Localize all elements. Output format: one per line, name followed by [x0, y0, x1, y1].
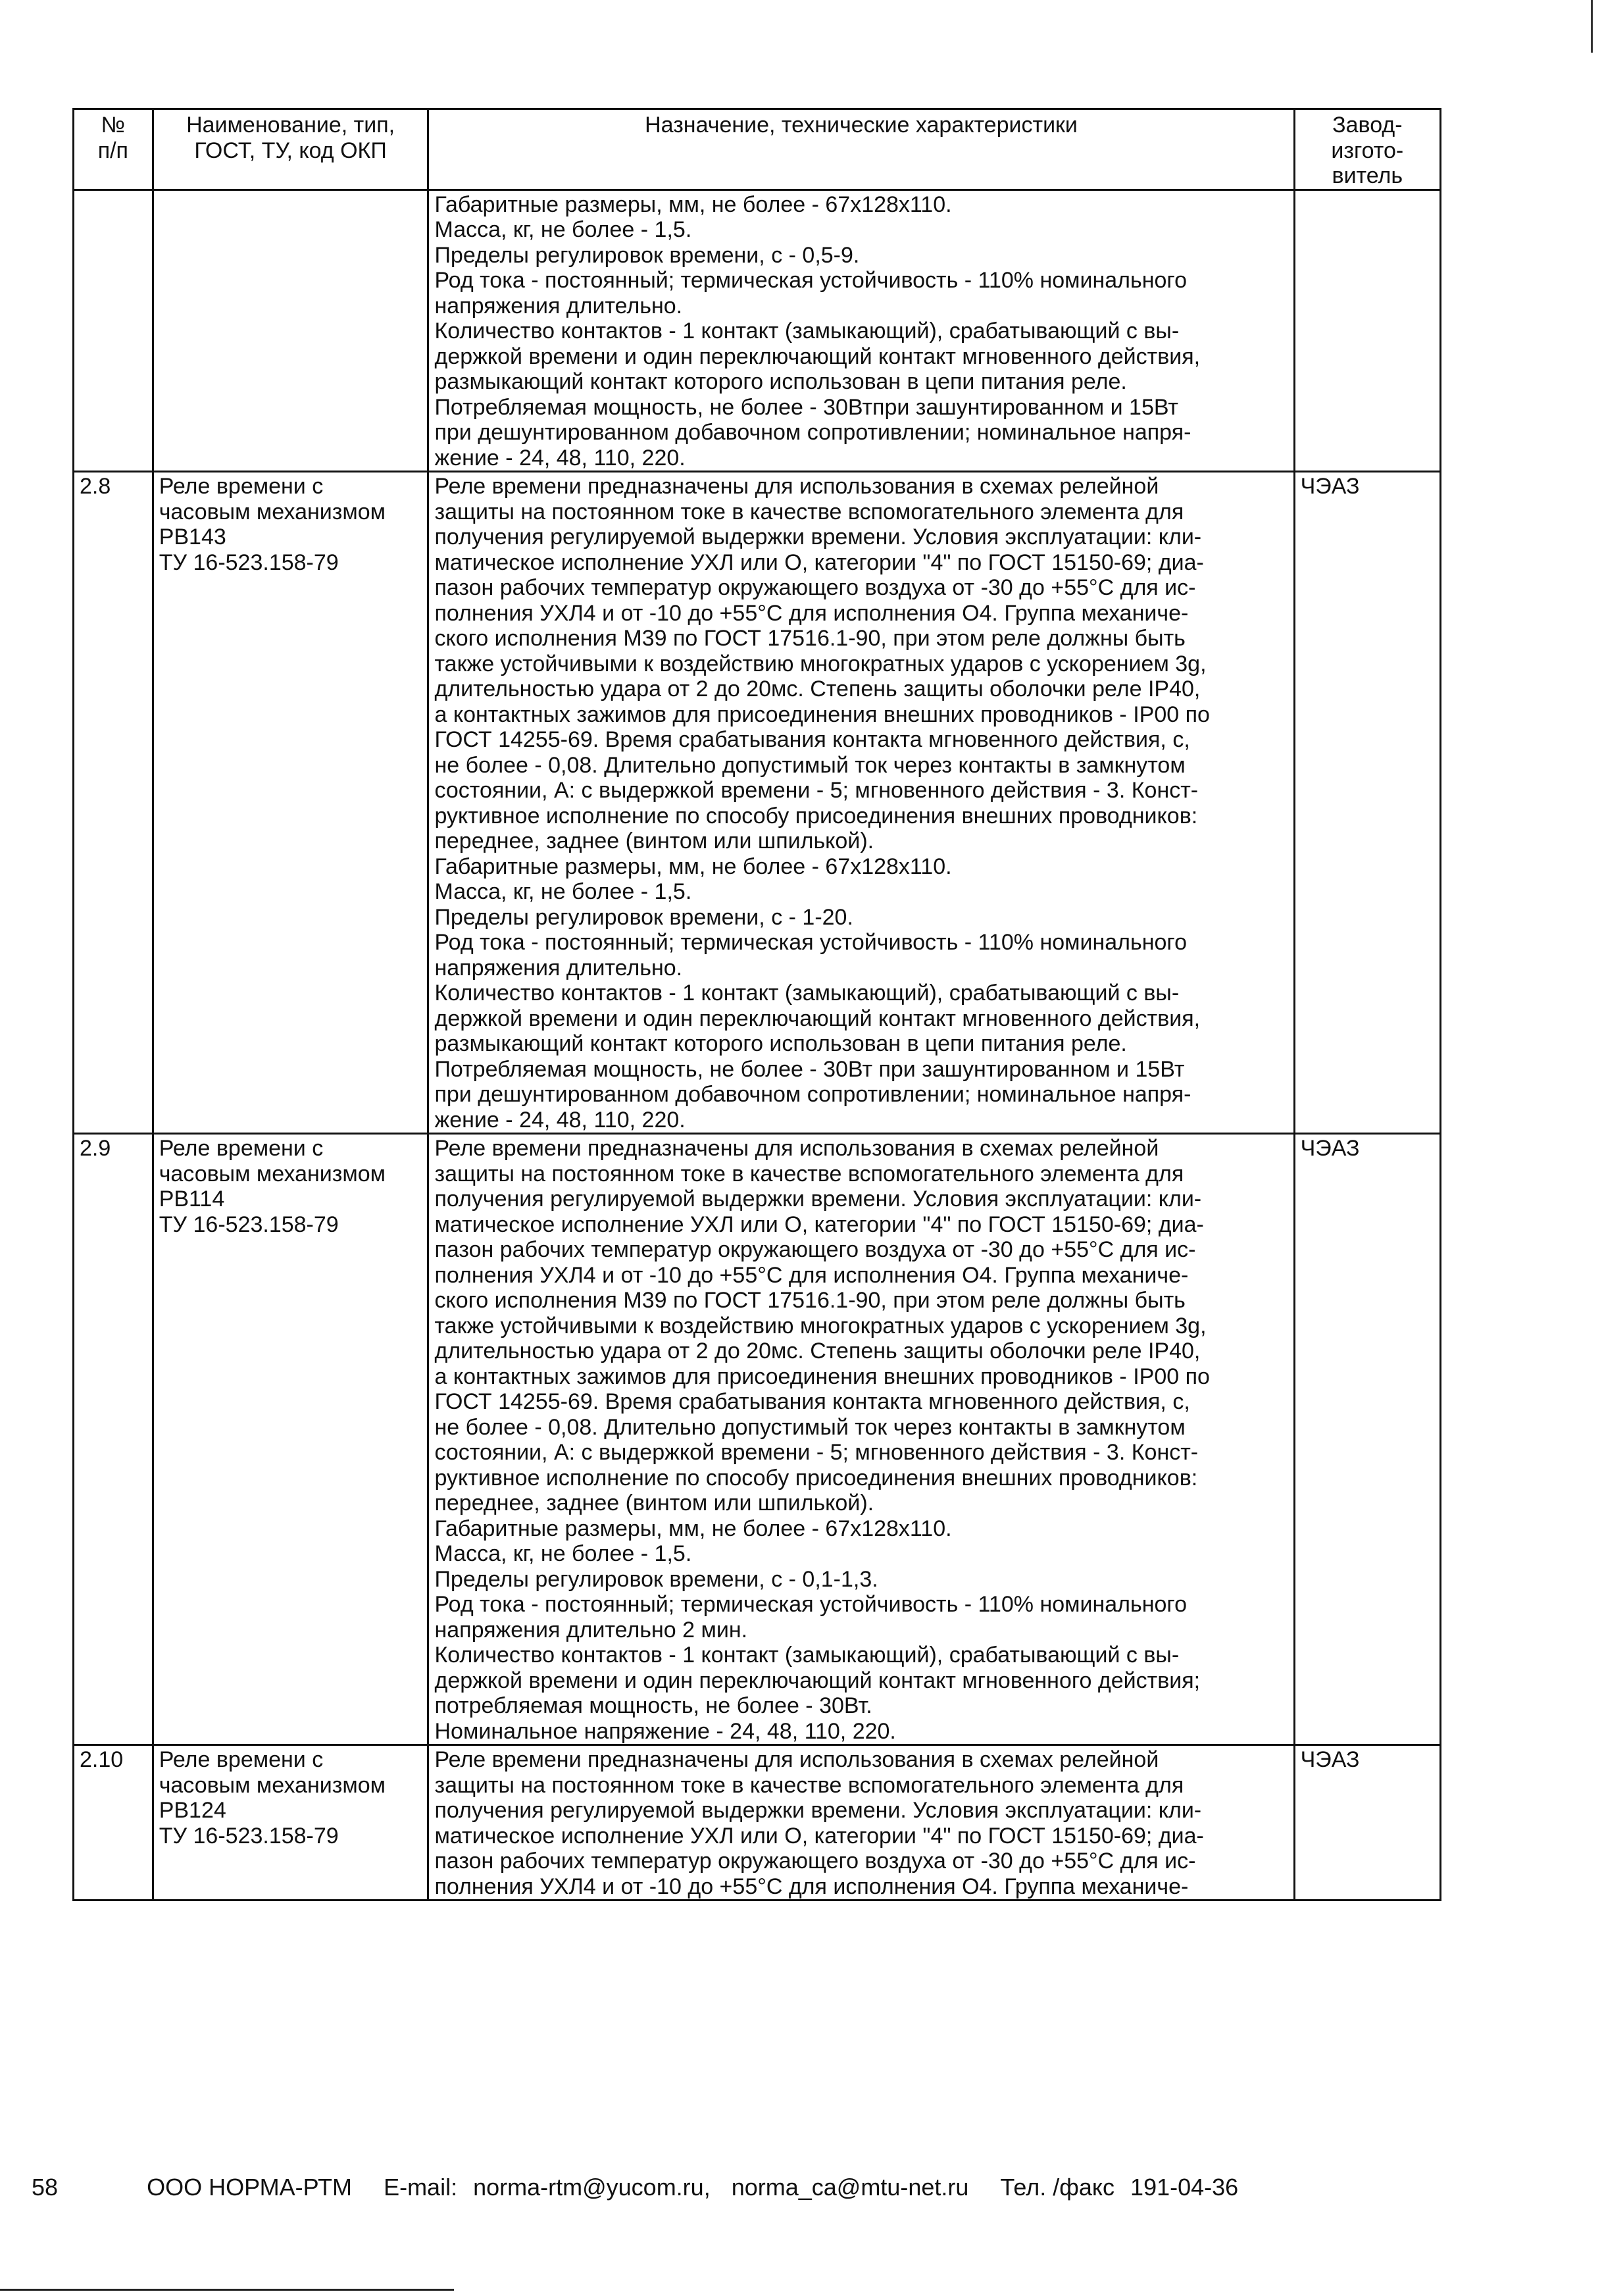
description-line: Потребляемая мощность, не более - 30Втпри зашунтированном и 15Вт	[434, 394, 1178, 420]
description-line: размыкающий контакт которого использован в цепи питания реле.	[434, 369, 1127, 394]
description-line: состоянии, А: с выдержкой времени - 5; мгновенного действия - 3. Конст-	[434, 1440, 1199, 1465]
description-line: Масса, кг, не более - 1,5.	[434, 217, 692, 242]
description-line: а контактных зажимов для присоединения внешних проводников - IP00 по	[434, 702, 1210, 727]
row-num: 2.10	[80, 1747, 124, 1772]
bottom-rule	[0, 2289, 454, 2291]
row-name	[152, 191, 428, 471]
description-line: держкой времени и один переключающий контакт мгновенного действия;	[434, 1668, 1201, 1693]
row-name: Реле времени с часовым механизмом РВ124 ТУ 16-523.158-79	[152, 1746, 428, 1899]
table-body	[74, 189, 1439, 1900]
description-line: напряжения длительно.	[434, 955, 683, 981]
description-line: Род тока - постоянный; термическая устойчивость - 110% номинального	[434, 1592, 1187, 1617]
description-line: ГОСТ 14255-69. Время срабатывания контакта мгновенного действия, с,	[434, 1389, 1190, 1414]
description-line: Количество контактов - 1 контакт (замыкающий), срабатывающий с вы-	[434, 1643, 1180, 1668]
description-line: пазон рабочих температур окружающего воздуха от -30 до +55°С для ис-	[434, 1849, 1196, 1874]
description-line: защиты на постоянном токе в качестве вспомогательного элемента для	[434, 499, 1184, 524]
header-maker: Завод- изгото- витель	[1293, 110, 1439, 189]
table-header-row	[74, 110, 1439, 189]
description-line: держкой времени и один переключающий контакт мгновенного действия,	[434, 344, 1201, 369]
description-line: состоянии, А: с выдержкой времени - 5; мгновенного действия - 3. Конст-	[434, 778, 1199, 803]
description-line: Реле времени предназначены для использования в схемах релейной	[434, 1136, 1159, 1161]
description-line: Реле времени предназначены для использования в схемах релейной	[434, 474, 1159, 499]
description-line: Габаритные размеры, мм, не более - 67х128х110.	[434, 191, 952, 217]
description-line: жение - 24, 48, 110, 220.	[434, 445, 686, 471]
description-line: Реле времени предназначены для использования в схемах релейной	[434, 1747, 1159, 1772]
description-line: ского исполнения М39 по ГОСТ 17516.1-90, при этом реле должны быть	[434, 626, 1186, 651]
description-line: держкой времени и один переключающий контакт мгновенного действия,	[434, 1006, 1201, 1031]
header-name: Наименование, тип, ГОСТ, ТУ, код ОКП	[152, 110, 428, 189]
row-description	[427, 1135, 1293, 1744]
description-line: ГОСТ 14255-69. Время срабатывания контакта мгновенного действия, с,	[434, 727, 1190, 752]
description-line: полнения УХЛ4 и от -10 до +55°С для исполнения О4. Группа механиче-	[434, 1874, 1189, 1899]
row-maker: ЧЭАЗ	[1293, 472, 1439, 1133]
row-name: Реле времени с часовым механизмом РВ143 ТУ 16-523.158-79	[152, 472, 428, 1133]
description-line: также устойчивыми к воздействию многократных ударов с ускорением 3g,	[434, 1313, 1207, 1339]
row-maker	[1293, 191, 1439, 471]
description-line: защиты на постоянном токе в качестве вспомогательного элемента для	[434, 1161, 1184, 1186]
row-description	[427, 472, 1293, 1133]
description-line: переднее, заднее (винтом или шпилькой).	[434, 829, 874, 854]
table-row	[74, 189, 1439, 471]
description-line: полнения УХЛ4 и от -10 до +55°С для исполнения О4. Группа механиче-	[434, 600, 1189, 626]
description-line: а контактных зажимов для присоединения внешних проводников - IP00 по	[434, 1364, 1210, 1389]
description-line: Масса, кг, не более - 1,5.	[434, 879, 692, 904]
description-line: Род тока - постоянный; термическая устойчивость - 110% номинального	[434, 930, 1187, 955]
description-line: потребляемая мощность, не более - 30Вт.	[434, 1693, 872, 1718]
row-num	[74, 191, 152, 471]
description-line: Количество контактов - 1 контакт (замыкающий), срабатывающий с вы-	[434, 981, 1180, 1006]
description-line: Номинальное напряжение - 24, 48, 110, 220.	[434, 1718, 896, 1744]
description-line: руктивное исполнение по способу присоединения внешних проводников:	[434, 803, 1198, 829]
description-line: матическое исполнение УХЛ или О, категории "4" по ГОСТ 15150-69; диа-	[434, 1212, 1204, 1237]
description-line: получения регулируемой выдержки времени. Условия эксплуатации: кли-	[434, 524, 1202, 549]
header-num: № п/п	[97, 113, 128, 163]
description-line: получения регулируемой выдержки времени. Условия эксплуатации: кли-	[434, 1186, 1202, 1212]
description-line: при дешунтированном добавочном сопротивлении; номинальное напря-	[434, 1082, 1191, 1107]
footer-email-2[interactable]: norma_ca@mtu-net.ru	[731, 2174, 969, 2201]
description-line: не более - 0,08. Длительно допустимый ток через контакты в замкнутом	[434, 1414, 1186, 1440]
equipment-table	[72, 108, 1441, 1901]
description-line: Количество контактов - 1 контакт (замыкающий), срабатывающий с вы-	[434, 319, 1180, 344]
footer-phone-label: Тел. /факс	[1000, 2174, 1115, 2201]
row-num: 2.8	[80, 474, 111, 499]
footer-org: ООО НОРМА-РТМ	[147, 2174, 353, 2201]
header-purpose: Назначение, технические характеристики	[427, 110, 1293, 189]
description-line: Род тока - постоянный; термическая устойчивость - 110% номинального	[434, 268, 1187, 293]
description-line: получения регулируемой выдержки времени. Условия эксплуатации: кли-	[434, 1798, 1202, 1823]
description-line: пазон рабочих температур окружающего воздуха от -30 до +55°С для ис-	[434, 575, 1196, 600]
description-line: защиты на постоянном токе в качестве вспомогательного элемента для	[434, 1772, 1184, 1798]
description-line: руктивное исполнение по способу присоединения внешних проводников:	[434, 1465, 1198, 1491]
description-line: Пределы регулировок времени, с - 0,5-9.	[434, 242, 860, 268]
description-line: длительностью удара от 2 до 20мс. Степень защиты оболочки реле IP40,	[434, 676, 1201, 702]
description-line: пазон рабочих температур окружающего воздуха от -30 до +55°С для ис-	[434, 1237, 1196, 1262]
description-line: ского исполнения М39 по ГОСТ 17516.1-90, при этом реле должны быть	[434, 1288, 1186, 1313]
description-line: Пределы регулировок времени, с - 1-20.	[434, 904, 853, 930]
table-row	[74, 1744, 1439, 1899]
description-line: также устойчивыми к воздействию многократных ударов с ускорением 3g,	[434, 651, 1207, 676]
description-line: переднее, заднее (винтом или шпилькой).	[434, 1491, 874, 1516]
row-maker: ЧЭАЗ	[1293, 1746, 1439, 1899]
description-line: матическое исполнение УХЛ или О, категории "4" по ГОСТ 15150-69; диа-	[434, 1823, 1204, 1849]
description-line: жение - 24, 48, 110, 220.	[434, 1107, 686, 1133]
row-name: Реле времени с часовым механизмом РВ114 ТУ 16-523.158-79	[152, 1135, 428, 1744]
row-maker: ЧЭАЗ	[1293, 1135, 1439, 1744]
page-footer	[32, 2174, 1238, 2201]
page-number: 58	[32, 2174, 59, 2201]
description-line: напряжения длительно 2 мин.	[434, 1617, 748, 1643]
row-description	[427, 1746, 1293, 1899]
footer-email-label: E-mail:	[384, 2174, 458, 2201]
description-line: длительностью удара от 2 до 20мс. Степень защиты оболочки реле IP40,	[434, 1339, 1201, 1364]
description-line: полнения УХЛ4 и от -10 до +55°С для исполнения О4. Группа механиче-	[434, 1262, 1189, 1288]
footer-phone: 191-04-36	[1130, 2174, 1239, 2201]
row-num: 2.9	[80, 1136, 111, 1161]
description-line: матическое исполнение УХЛ или О, категории "4" по ГОСТ 15150-69; диа-	[434, 549, 1204, 575]
description-line: не более - 0,08. Длительно допустимый ток через контакты в замкнутом	[434, 752, 1186, 778]
scan-edge-mark	[1591, 0, 1593, 53]
row-description	[427, 191, 1293, 471]
description-line: размыкающий контакт которого использован в цепи питания реле.	[434, 1031, 1127, 1056]
description-line: Потребляемая мощность, не более - 30Вт при зашунтированном и 15Вт	[434, 1056, 1185, 1082]
table-row	[74, 1133, 1439, 1744]
description-line: Масса, кг, не более - 1,5.	[434, 1541, 692, 1566]
description-line: напряжения длительно.	[434, 293, 683, 319]
table-row	[74, 471, 1439, 1133]
footer-email-1[interactable]: norma-rtm@yucom.ru,	[473, 2174, 711, 2201]
description-line: Габаритные размеры, мм, не более - 67х128х110.	[434, 1516, 952, 1541]
description-line: при дешунтированном добавочном сопротивлении; номинальное напря-	[434, 420, 1191, 445]
description-line: Пределы регулировок времени, с - 0,1-1,3.	[434, 1566, 878, 1592]
description-line: Габаритные размеры, мм, не более - 67х128х110.	[434, 854, 952, 879]
